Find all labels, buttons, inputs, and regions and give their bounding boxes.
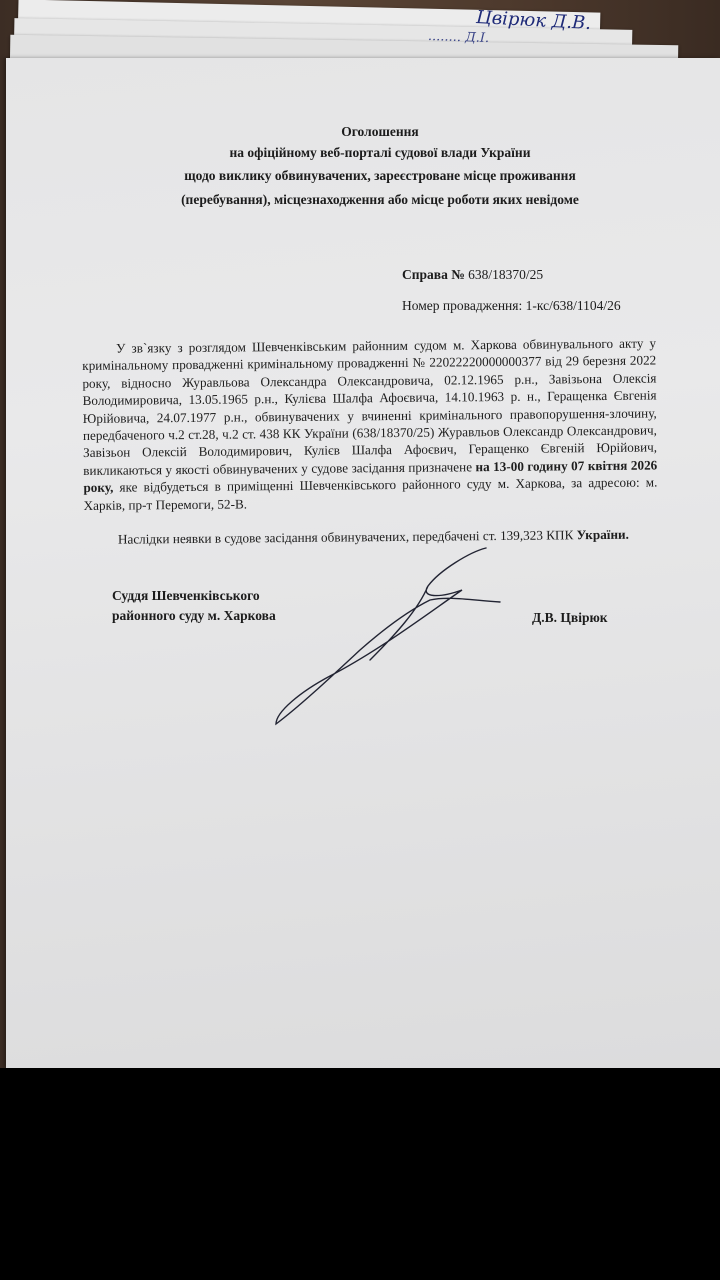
signatory-position-line-2: районного суду м. Харкова bbox=[112, 608, 276, 623]
paragraph-consequences-text: Наслідки неявки в судове засідання обвинувачених, передбачені ст. 139,323 КПК bbox=[117, 527, 574, 547]
title-line-1: на офіційному веб-порталі судової влади України bbox=[229, 145, 531, 160]
signatory-position-line-1: Суддя Шевченківського bbox=[112, 588, 260, 603]
hearing-date: на 13-00 годину 07 квітня 2026 року, bbox=[83, 457, 658, 496]
document-title: Оголошення bbox=[341, 124, 419, 139]
handwritten-name-top: Цвірюк Д.В. bbox=[475, 7, 592, 34]
case-number-label: Справа № bbox=[402, 267, 465, 282]
paragraph-summons-text: У зв`язку з розглядом Шевченківським районним судом м. Харкова обвинувального акту у кримінальному провадженні кримінальному провадженні № 22022220000000377 від 29 березня 2022 року, відносно Журавльова Олександра Олександровича, 02.12.1965 р.н., Завізьона Олексія Володимировича, 13.05.1965 р.н., Кулієва Шалфа Афоєвича, 14.10.1963 р. н., Геращенка Євгенія Юрійовича, 24.07.1977 р.н., обвинувачених у вчиненні кримінального правопорушення-злочину, передбаченого ч.2 ст.28, ч.2 ст. 438 КК України (638/18370/25) Журавльов Олександр Олександрович, Завізьон Олексій Володимирович, Кулієв Шалфа Афоєвич, Геращенко Євгеній Юрійович, викликаються у якості обвинувачених у судове засідання призначене bbox=[82, 335, 658, 478]
paragraph-summons-address: яке відбудеться в приміщенні Шевченківського районного суду м. Харкова, за адресою: м. Харків, пр-т Перемоги, 52-В. bbox=[83, 474, 658, 513]
title-line-2: щодо виклику обвинувачених, зареєстроване місце проживання bbox=[184, 168, 576, 183]
handwritten-name-second: ........ Д.І. bbox=[427, 28, 490, 47]
case-number: 638/18370/25 bbox=[468, 267, 544, 282]
proceeding-number: Номер провадження: 1-кс/638/1104/26 bbox=[402, 298, 621, 313]
title-line-3: (перебування), місцезнаходження або місце роботи яких невідоме bbox=[181, 192, 579, 207]
judge-name: Д.В. Цвірюк bbox=[532, 610, 608, 625]
paragraph-consequences-end: України. bbox=[576, 526, 629, 543]
